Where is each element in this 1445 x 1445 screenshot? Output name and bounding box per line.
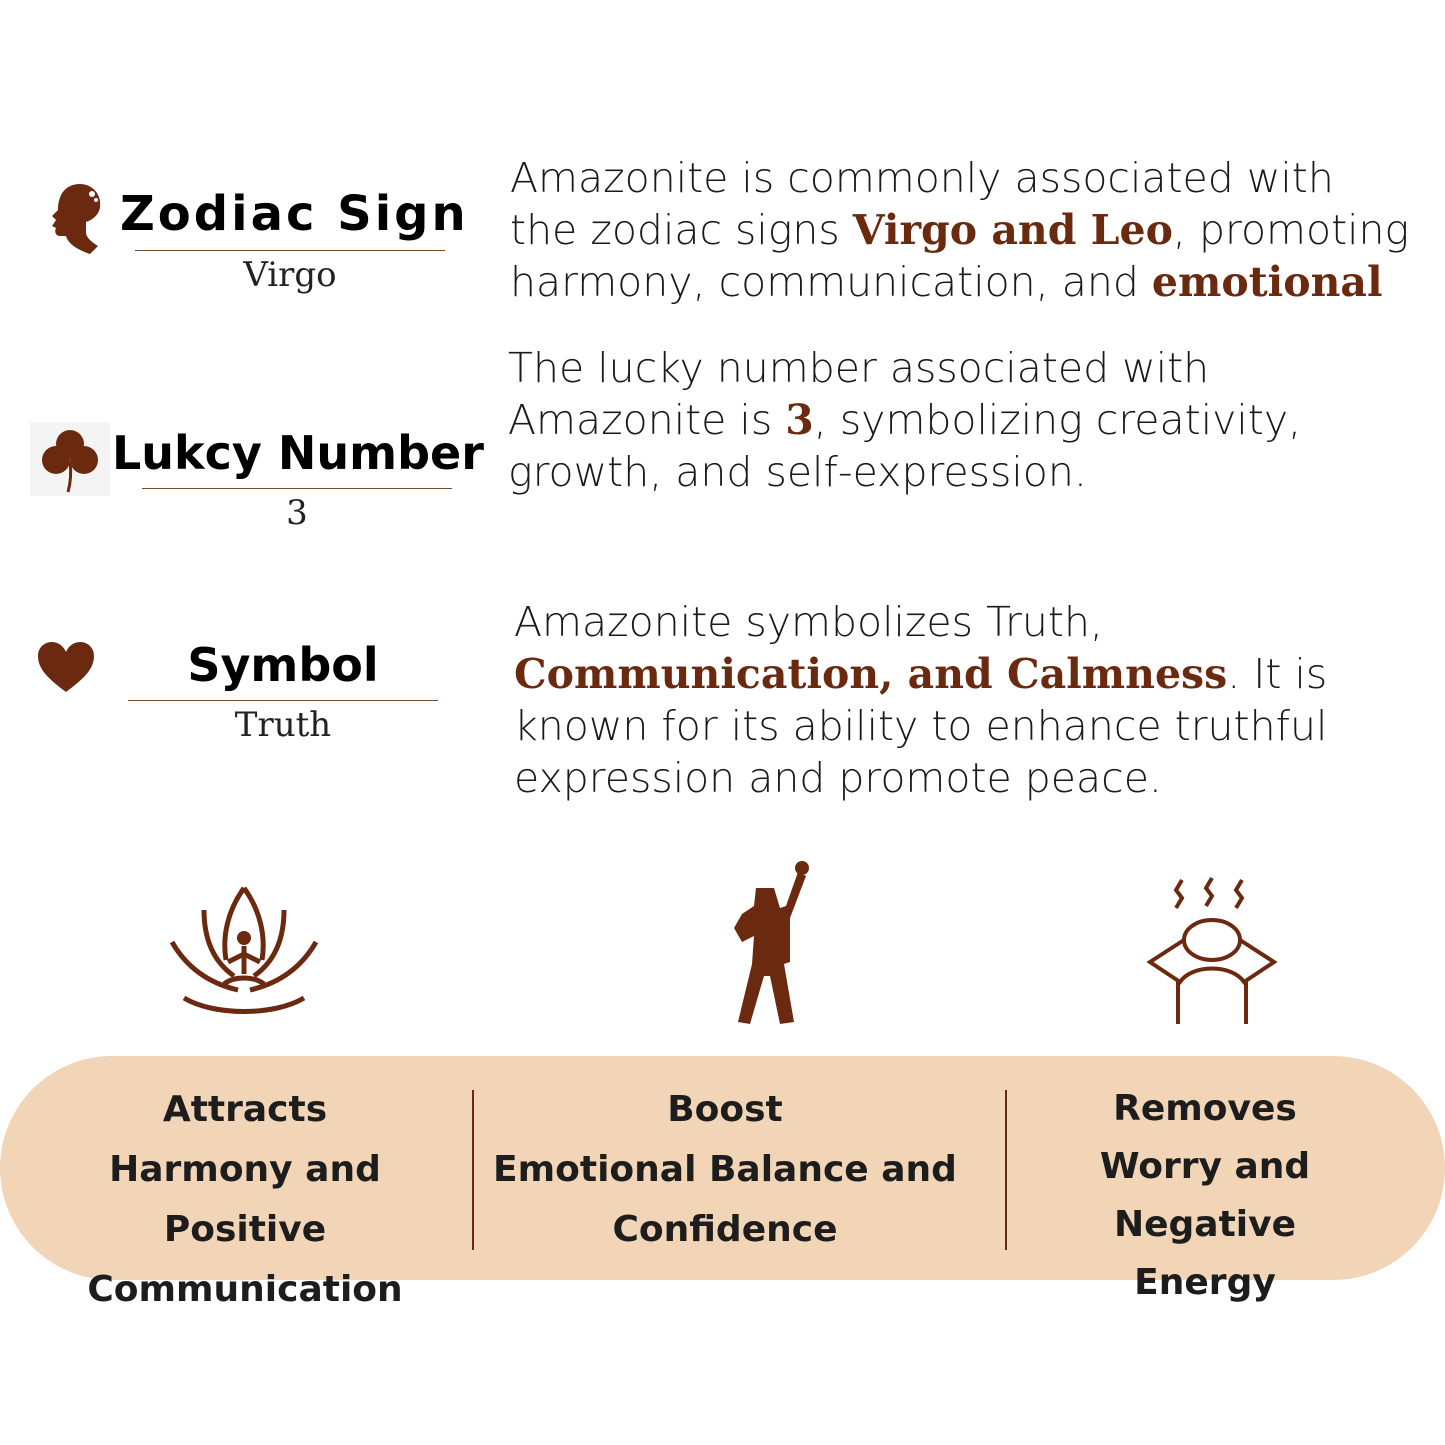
symbol-rule <box>128 700 438 701</box>
benefit-energy-line3: Energy <box>1134 1262 1276 1303</box>
zodiac-sign-value: Virgo <box>243 255 337 295</box>
benefit-energy-title: Removes <box>1113 1088 1297 1129</box>
zodiac-sign-label <box>120 186 469 295</box>
benefit-confidence <box>490 1080 960 1260</box>
zodiac-text-a: Amazonite is commonly associated with the zodiac signs <box>510 154 1334 254</box>
symbol-text-a: Amazonite symbolizes Truth, <box>514 598 1103 646</box>
symbol-text-b: . It is known for its ability to enhance truthful expression and promote peace. <box>514 650 1328 802</box>
lucky-text-b: , symbolizing creativity, growth, and self-expression. <box>508 396 1302 496</box>
symbol-highlight-a: Communication, and Calmness <box>514 650 1228 698</box>
raised-fist-person-icon <box>720 858 820 1034</box>
lucky-number-rule <box>142 488 452 489</box>
benefit-harmony-line3: Communication <box>87 1269 403 1310</box>
lotus-meditation-icon <box>164 880 324 1024</box>
zodiac-sign-title: Zodiac Sign <box>120 186 469 242</box>
zodiac-highlight-b: emotional <box>1151 258 1383 306</box>
heart-icon <box>36 640 96 698</box>
stressed-head-icon <box>1142 876 1282 1030</box>
symbol-description <box>514 596 1394 804</box>
lucky-number-value: 3 <box>286 493 308 533</box>
lucky-highlight-a: 3 <box>785 396 814 444</box>
benefit-harmony-title: Attracts <box>162 1089 328 1130</box>
benefit-energy <box>1015 1080 1395 1312</box>
lucky-number-title: Lukcy Number <box>112 426 484 480</box>
clover-icon <box>30 422 110 500</box>
benefit-confidence-line3: Confidence <box>612 1209 838 1250</box>
benefit-divider-1 <box>472 1090 474 1250</box>
zodiac-sign-rule <box>135 250 445 251</box>
benefit-harmony <box>30 1080 460 1320</box>
zodiac-text-b: , promoting harmony, communication, and <box>510 206 1410 306</box>
benefit-harmony-line2: Harmony and Positive <box>109 1149 381 1250</box>
benefit-confidence-line2: Emotional Balance and <box>493 1149 957 1190</box>
lucky-number-description <box>508 342 1388 498</box>
zodiac-sign-description <box>510 152 1410 308</box>
benefit-confidence-title: Boost <box>667 1089 783 1130</box>
symbol-value: Truth <box>234 705 332 745</box>
symbol-label <box>125 638 441 745</box>
lucky-number-label <box>112 426 482 533</box>
benefit-energy-line2: Worry and Negative <box>1099 1146 1311 1245</box>
zodiac-highlight-a: Virgo and Leo <box>852 206 1173 254</box>
lucky-text-a: The lucky number associated with Amazonite is <box>508 344 1210 444</box>
woman-profile-icon <box>40 180 106 260</box>
symbol-title: Symbol <box>187 638 379 692</box>
benefit-divider-2 <box>1005 1090 1007 1250</box>
